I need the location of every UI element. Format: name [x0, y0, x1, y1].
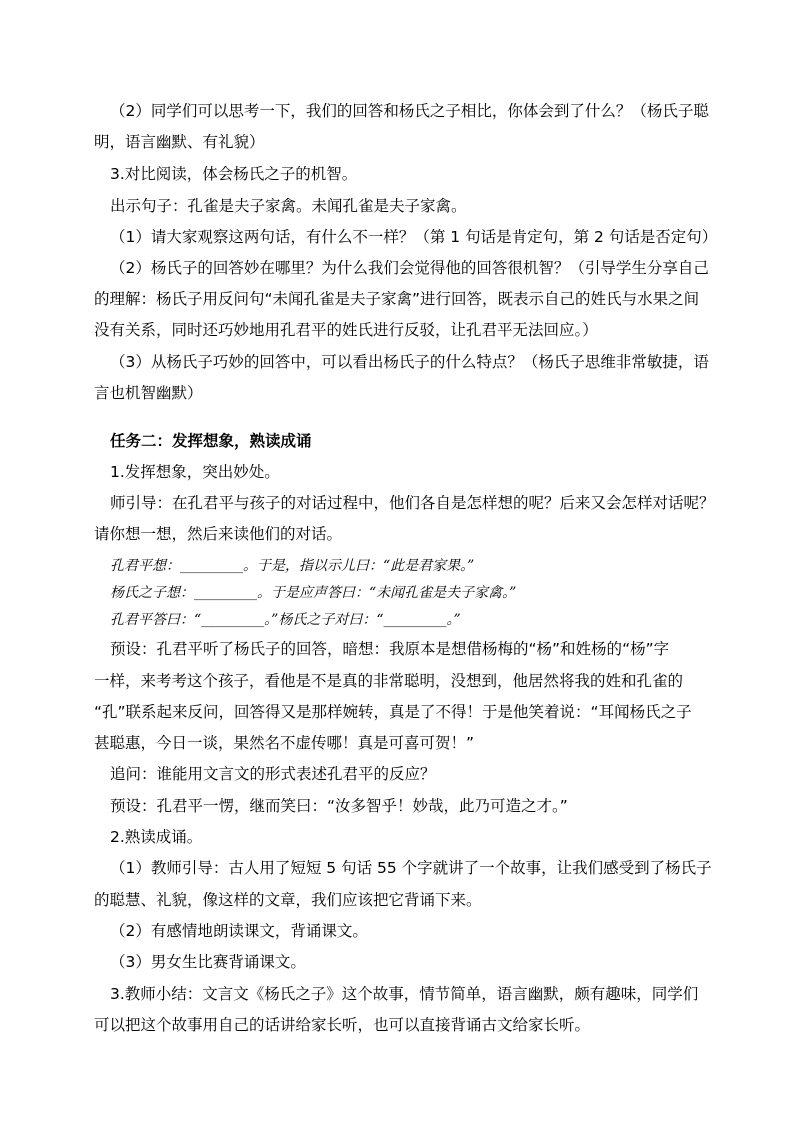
paragraph-line: 请你想一想，然后来读他们的对话。	[94, 525, 343, 543]
paragraph-line: （3）从杨氏子巧妙的回答中，可以看出杨氏子的什么特点？（杨氏子思维非常敏捷，语	[110, 353, 709, 371]
paragraph-line: 的理解：杨氏子用反问句“未闻孔雀是夫子家禽”进行回答，既表示自己的姓氏与水果之间	[94, 290, 700, 308]
section-heading: 任务二：发挥想象，熟读成诵	[110, 432, 312, 450]
paragraph-line: 明，语言幽默、有礼貌）	[94, 133, 265, 151]
paragraph-line: （3）男女生比赛背诵课文。	[110, 953, 306, 971]
dialogue-line: 孔君平想：_________。于是，指以示儿曰：“此是君家果。”	[110, 558, 475, 574]
paragraph-line: （2）有感情地朗读课文，背诵课文。	[110, 922, 368, 940]
paragraph-line: 1.发挥想象，突出妙处。	[110, 463, 280, 481]
paragraph-line: 师引导：在孔君平与孩子的对话过程中，他们各自是怎样想的呢？后来又会怎样对话呢？	[110, 494, 715, 512]
paragraph-line: “孔”联系起来反问，回答得又是那样婉转，真是了不得！于是他笑着说：“耳闻杨氏之子	[94, 703, 692, 721]
paragraph-line: 甚聪惠，今日一谈，果然名不虚传哪！真是可喜可贺！”	[94, 734, 475, 752]
paragraph-line: 没有关系，同时还巧妙地用孔君平的姓氏进行反驳，让孔君平无法回应。）	[94, 321, 598, 339]
paragraph-line: （2）杨氏子的回答妙在哪里？为什么我们会觉得他的回答很机智？（引导学生分享自己	[110, 259, 709, 277]
paragraph-line: 3.教师小结：文言文《杨氏之子》这个故事，情节简单，语言幽默，颇有趣味，同学们	[110, 985, 699, 1003]
paragraph-line: （1）请大家观察这两句话，有什么不一样？（第 1 句话是肯定句，第 2 句话是否定句）	[110, 228, 718, 246]
paragraph-line: 言也机智幽默）	[94, 384, 203, 402]
paragraph-line: 2.熟读成诵。	[110, 828, 203, 846]
dialogue-line: 孔君平答曰：“_________。”杨氏之子对曰：“_________。”	[110, 612, 461, 628]
paragraph-line: （1）教师引导：古人用了短短 5 句话 55 个字就讲了一个故事，让我们感受到了杨氏子	[110, 859, 712, 877]
paragraph-line: 的聪慧、礼貌，像这样的文章，我们应该把它背诵下来。	[94, 891, 482, 909]
paragraph-line: （2）同学们可以思考一下，我们的回答和杨氏之子相比，你体会到了什么？（杨氏子聪	[110, 102, 709, 120]
dialogue-line: 杨氏之子想：_________。于是应声答曰：“未闻孔雀是夫子家禽。”	[110, 585, 517, 601]
paragraph-line: 一样，来考考这个孩子，看他是不是真的非常聪明，没想到，他居然将我的姓和孔雀的	[94, 672, 684, 690]
paragraph-line: 出示句子：孔雀是夫子家禽。未闻孔雀是夫子家禽。	[110, 197, 467, 215]
paragraph-line: 预设：孔君平一愣，继而笑曰：“汝多智乎！妙哉，此乃可造之才。”	[110, 797, 568, 815]
paragraph-line: 追问：谁能用文言文的形式表述孔君平的反应？	[110, 765, 436, 783]
paragraph-line: 3.对比阅读，体会杨氏之子的机智。	[110, 165, 358, 183]
paragraph-line: 可以把这个故事用自己的话讲给家长听，也可以直接背诵古文给家长听。	[94, 1016, 591, 1034]
paragraph-line: 预设：孔君平听了杨氏子的回答，暗想：我原本是想借杨梅的“杨”和姓杨的“杨”字	[110, 640, 670, 658]
